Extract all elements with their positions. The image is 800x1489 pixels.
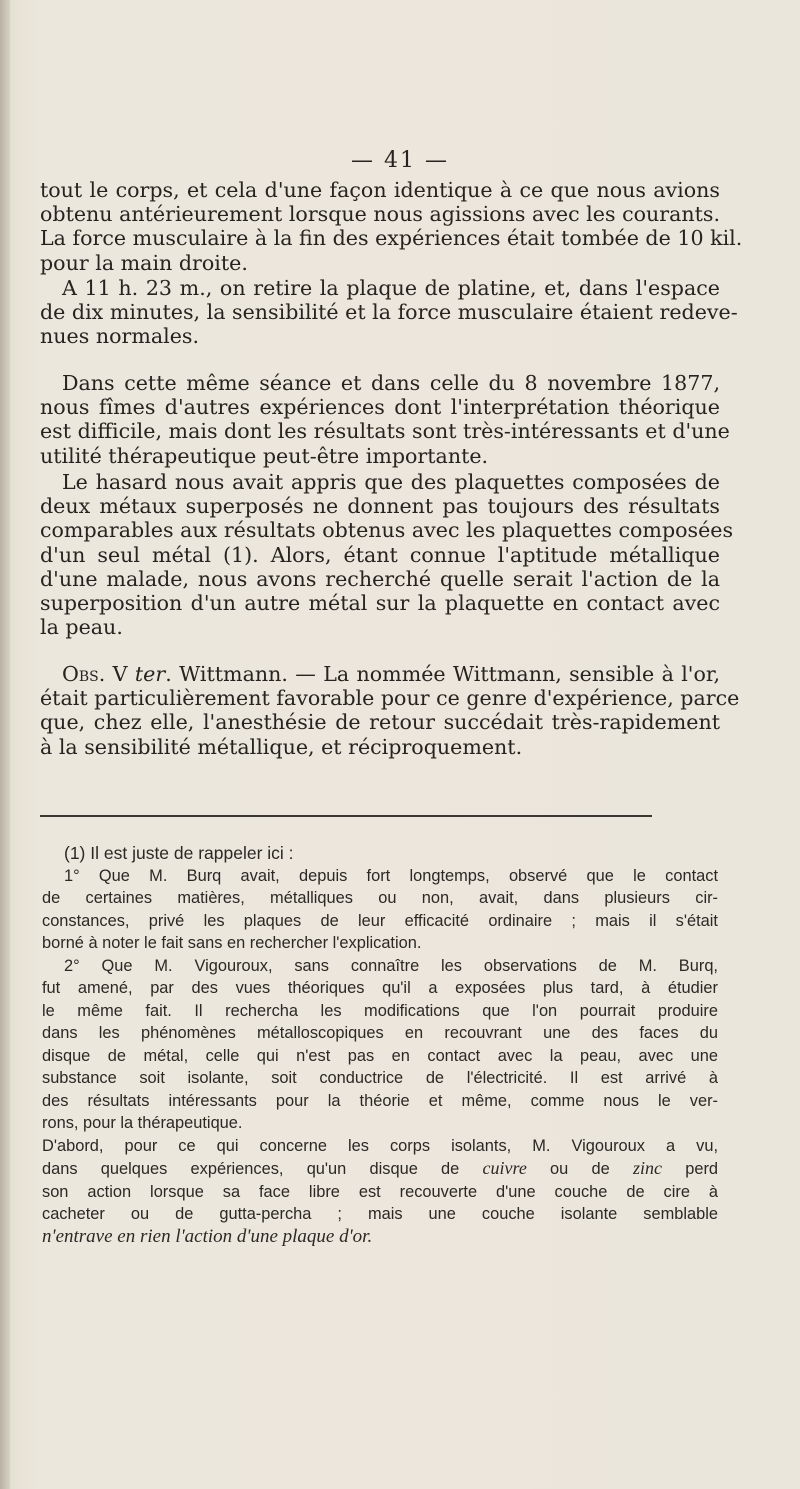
- text-line: la peau.: [40, 615, 123, 640]
- footnote-line: (1) Il est juste de rappeler ici :: [64, 843, 294, 863]
- observation-paragraph: [40, 662, 740, 759]
- text-line: Le hasard nous avait appris que des plaquettes composées de: [62, 470, 720, 494]
- footnote-line: des résultats intéressants pour la théorie et même, comme nous le ver-: [42, 1091, 718, 1110]
- footnote-line: [42, 1157, 718, 1181]
- text-line: A 11 h. 23 m., on retire la plaque de platine, et, dans l'espace: [62, 276, 720, 300]
- footnote-line: le même fait. Il rechercha les modifications que l'on pourrait produire: [42, 1001, 718, 1020]
- text-line: superposition d'un autre métal sur la plaquette en contact avec: [40, 591, 720, 616]
- page-binding-edge: [0, 0, 10, 1489]
- footnote-line: cacheter ou de gutta-percha ; mais une couche isolante semblable: [42, 1205, 718, 1223]
- text-line: tout le corps, et cela d'une façon identique à ce que nous avions: [40, 178, 720, 202]
- text-line: comparables aux résultats obtenus avec les plaquettes composées: [40, 518, 734, 543]
- footnote-line: fut amené, par des vues théoriques qu'il a exposées plus tard, à étudier: [42, 979, 718, 997]
- footnote-word-ou-de: ou de: [526, 1160, 633, 1178]
- footnote-line: 1° Que M. Burq avait, depuis fort longtemps, observé que le contact: [64, 866, 718, 885]
- paragraph-4: [40, 470, 734, 640]
- text-line: La force musculaire à la fin des expériences était tombée de 10 kil.: [40, 226, 743, 251]
- paragraph-3: [40, 371, 730, 468]
- text-line: était particulièrement favorable pour ce genre d'expérience, parce: [40, 686, 740, 711]
- footnote-line: borné à noter le fait sans en rechercher l'explication.: [42, 934, 422, 952]
- footnote-line: de certaines matières, métalliques ou non, avait, dans plusieurs cir-: [42, 889, 718, 907]
- footnote-line: son action lorsque sa face libre est recouverte d'une couche de cire à: [42, 1182, 718, 1201]
- text-line: d'un seul métal (1). Alors, étant connue l'aptitude métallique: [40, 542, 720, 567]
- footnote-line: dans les phénomènes métalloscopiques en recouvrant une des faces du: [42, 1024, 718, 1042]
- footnote-word-perd: perd: [661, 1160, 719, 1178]
- footnote: [42, 842, 718, 1248]
- paragraph-1: [40, 178, 743, 275]
- footnote-line: D'abord, pour ce qui concerne les corps isolants, M. Vigouroux a vu,: [42, 1136, 718, 1155]
- text-line: à la sensibilité métallique, et réciproquement.: [40, 734, 523, 759]
- footnote-line: 2° Que M. Vigouroux, sans connaître les observations de M. Burq,: [64, 956, 718, 975]
- text-line: obtenu antérieurement lorsque nous agissions avec les courants.: [40, 202, 721, 227]
- text-line: est difficile, mais dont les résultats sont très-intéressants et d'une: [40, 419, 730, 444]
- page-number: — 41 —: [351, 148, 449, 173]
- footnote-line: constances, privé les plaques de leur efficacité ordinaire ; mais il s'était: [42, 911, 718, 930]
- footnote-line-italic: n'entrave en rien l'action d'une plaque d'or.: [42, 1225, 373, 1247]
- footnote-word-zinc: zinc: [632, 1158, 662, 1178]
- text-line: Dans cette même séance et dans celle du 8 novembre 1877,: [62, 371, 720, 395]
- observation-heading: Obs. V: [62, 662, 128, 686]
- text-line: que, chez elle, l'anesthésie de retour succédait très-rapidement: [40, 710, 720, 735]
- observation-heading-rest: . Wittmann. — La nommée Wittmann, sensible à l'or,: [165, 662, 720, 686]
- text-line: utilité thérapeutique peut-être importante.: [40, 443, 489, 468]
- footnote-divider: [40, 815, 652, 817]
- observation-ter: ter: [134, 662, 166, 686]
- text-line: deux métaux superposés ne donnent pas toujours des résultats: [40, 494, 720, 519]
- footnote-line: substance soit isolante, soit conductrice de l'électricité. Il est arrivé à: [42, 1069, 718, 1087]
- footnote-line-start: dans quelques expériences, qu'un disque de: [42, 1160, 460, 1178]
- text-line: de dix minutes, la sensibilité et la force musculaire étaient redeve-: [40, 300, 738, 325]
- text-line: nous fîmes d'autres expériences dont l'interprétation théorique: [40, 395, 720, 420]
- footnote-word-cuivre: cuivre: [482, 1158, 527, 1178]
- text-line: d'une malade, nous avons recherché quelle serait l'action de la: [40, 566, 720, 591]
- text-line: pour la main droite.: [40, 250, 248, 275]
- paragraph-2: [40, 276, 738, 349]
- footnote-line: rons, pour la thérapeutique.: [42, 1114, 243, 1132]
- text-line: [40, 662, 720, 686]
- text-line: nues normales.: [40, 324, 200, 349]
- footnote-line: disque de métal, celle qui n'est pas en contact avec la peau, avec une: [42, 1046, 718, 1065]
